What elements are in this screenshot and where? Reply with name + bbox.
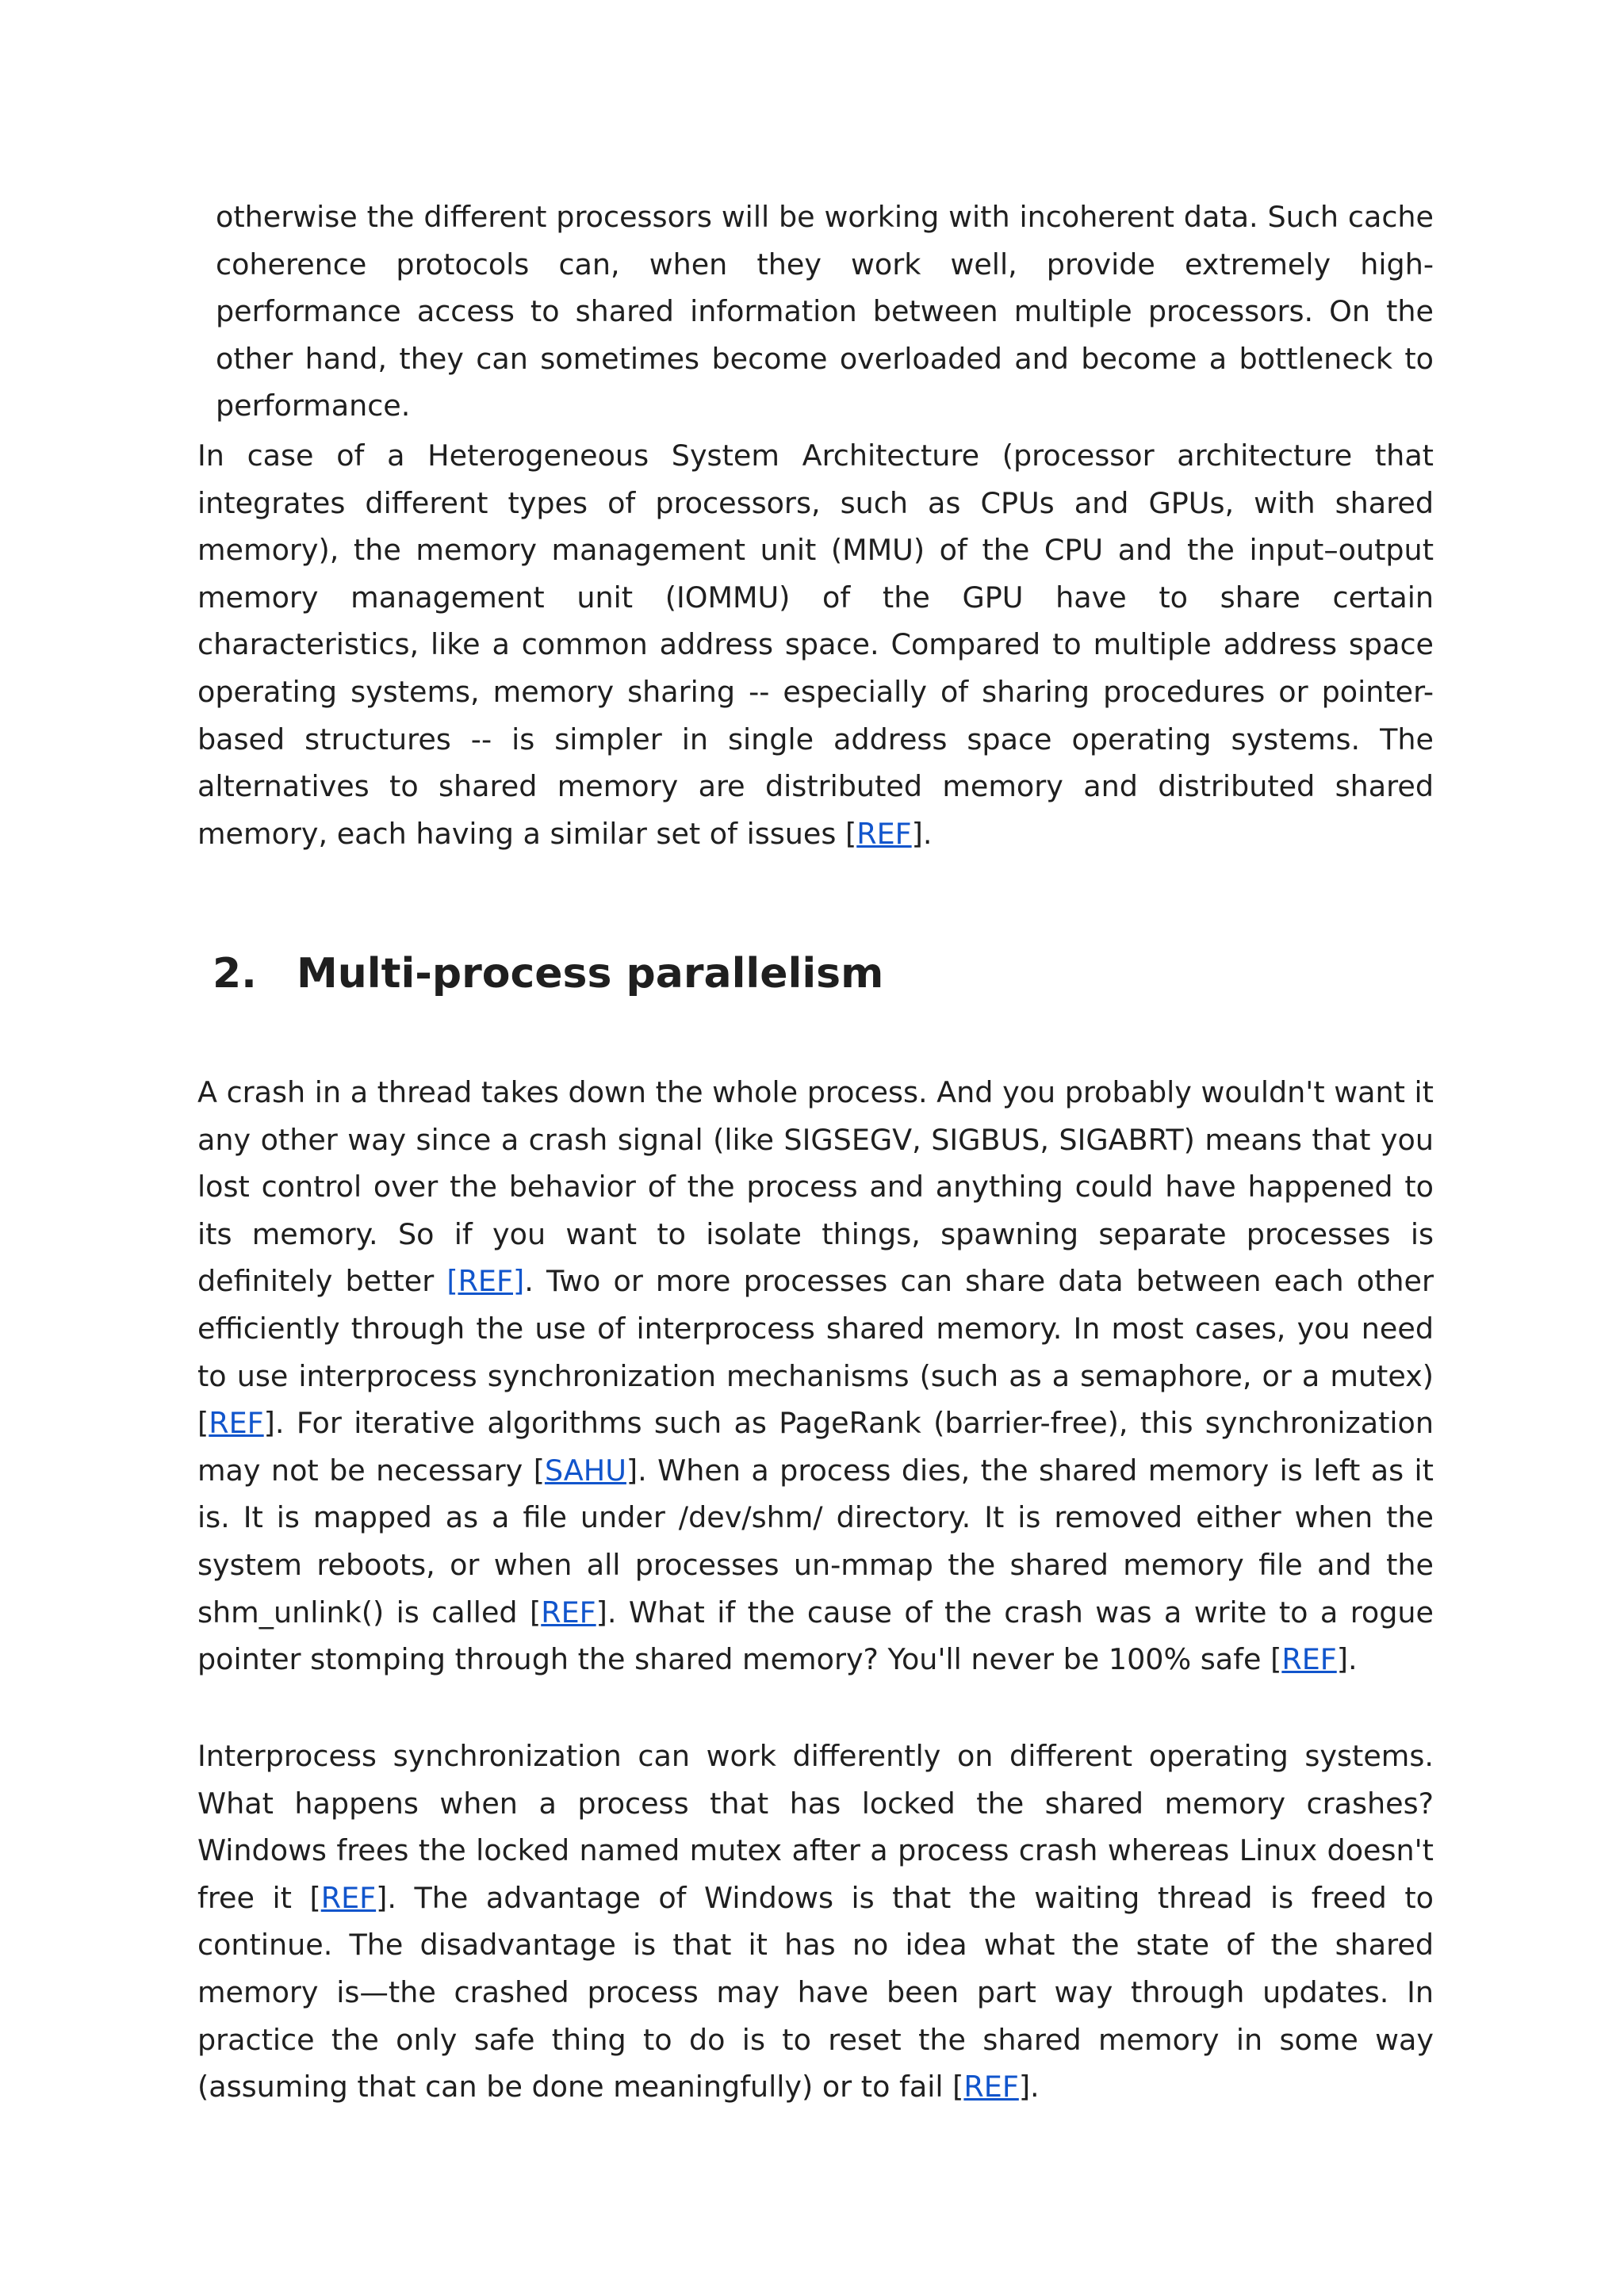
paragraph-text: ]. [1018, 2070, 1040, 2104]
paragraph-text: Interprocess synchronization can work differently on different operating systems. What happens when a process that has locked the shared memory crashes? Windows frees the locked named mutex after a process crash whereas Linux doesn't free it [ [197, 1739, 1434, 1915]
section-number: 2. [213, 950, 257, 998]
section-title: Multi-process parallelism [297, 950, 884, 998]
paragraph-text: ]. The advantage of Windows is that the waiting thread is freed to continue. The disadvantage is that it has no idea what the state of the shared memory is—the crashed process may have been part way through updates. In practice the only safe thing to do is to reset the shared memory in some way (assuming that can be done meaningfully) or to fail [ [197, 1880, 1434, 2104]
paragraph-text: In case of a Heterogeneous System Architecture (processor architecture that integrates different types of processors, such as CPUs and GPUs, with shared memory), the memory management unit (MMU) of the CPU and the input–output memory management unit (IOMMU) of the GPU have to share certain characteristics, like a common address space. Compared to multiple address space operating systems, memory sharing -- especially of sharing procedures or pointer-based structures -- is simpler in single address space operating systems. The alternatives to shared memory are distributed memory and distributed shared memory, each having a similar set of issues [ [197, 439, 1434, 851]
section-heading [213, 948, 883, 999]
interprocess-sync-paragraph [197, 1733, 1434, 2111]
paragraph-text: ]. [1336, 1642, 1358, 1677]
ref-link[interactable]: REF [1281, 1642, 1337, 1677]
paragraph-text: ]. What if the cause of the crash was a write to a rogue pointer stomping through the shared memory? You'll never be 100% safe [ [197, 1595, 1434, 1677]
sahu-ref-link[interactable]: SAHU [544, 1453, 626, 1488]
paragraph-text: . Two or more processes can share data between each other efficiently through the use of interprocess shared memory. In most cases, you need to use interprocess synchronization mechanisms (such as a semaphore, or a mutex) [ [197, 1264, 1434, 1441]
heterogeneous-architecture-paragraph [197, 432, 1434, 857]
paragraph-text: A crash in a thread takes down the whole process. And you probably wouldn't want it any other way since a crash signal (like SIGSEGV, SIGBUS, SIGABRT) means that you lost control over the behavior of the process and anything could have happened to its memory. So if you want to isolate things, spawning separate processes is definitely better [197, 1075, 1434, 1299]
ref-link[interactable]: REF [856, 816, 912, 851]
ref-link[interactable]: REF [541, 1595, 596, 1630]
paragraph-text: ]. For iterative algorithms such as PageRank (barrier-free), this synchronization may not be necessary [ [197, 1406, 1434, 1488]
multi-process-paragraph [197, 1069, 1434, 1683]
ref-link[interactable]: [REF] [446, 1264, 525, 1299]
paragraph-text: ]. When a process dies, the shared memory is left as it is. It is mapped as a file under /dev/shm/ directory. It is removed either when the system reboots, or when all processes un-mmap the shared memory file and the shm_unlink() is called [ [197, 1453, 1434, 1630]
paragraph-text: otherwise the different processors will be working with incoherent data. Such cache coherence protocols can, when they work well, provide extremely high-performance access to shared information between multiple processors. On the other hand, they can sometimes become overloaded and become a bottleneck to performance. [216, 200, 1434, 423]
ref-link[interactable]: REF [209, 1406, 264, 1441]
ref-link[interactable]: REF [963, 2070, 1019, 2104]
cache-coherence-paragraph [216, 193, 1434, 430]
ref-link[interactable]: REF [320, 1880, 377, 1915]
paragraph-text: ]. [911, 816, 933, 851]
